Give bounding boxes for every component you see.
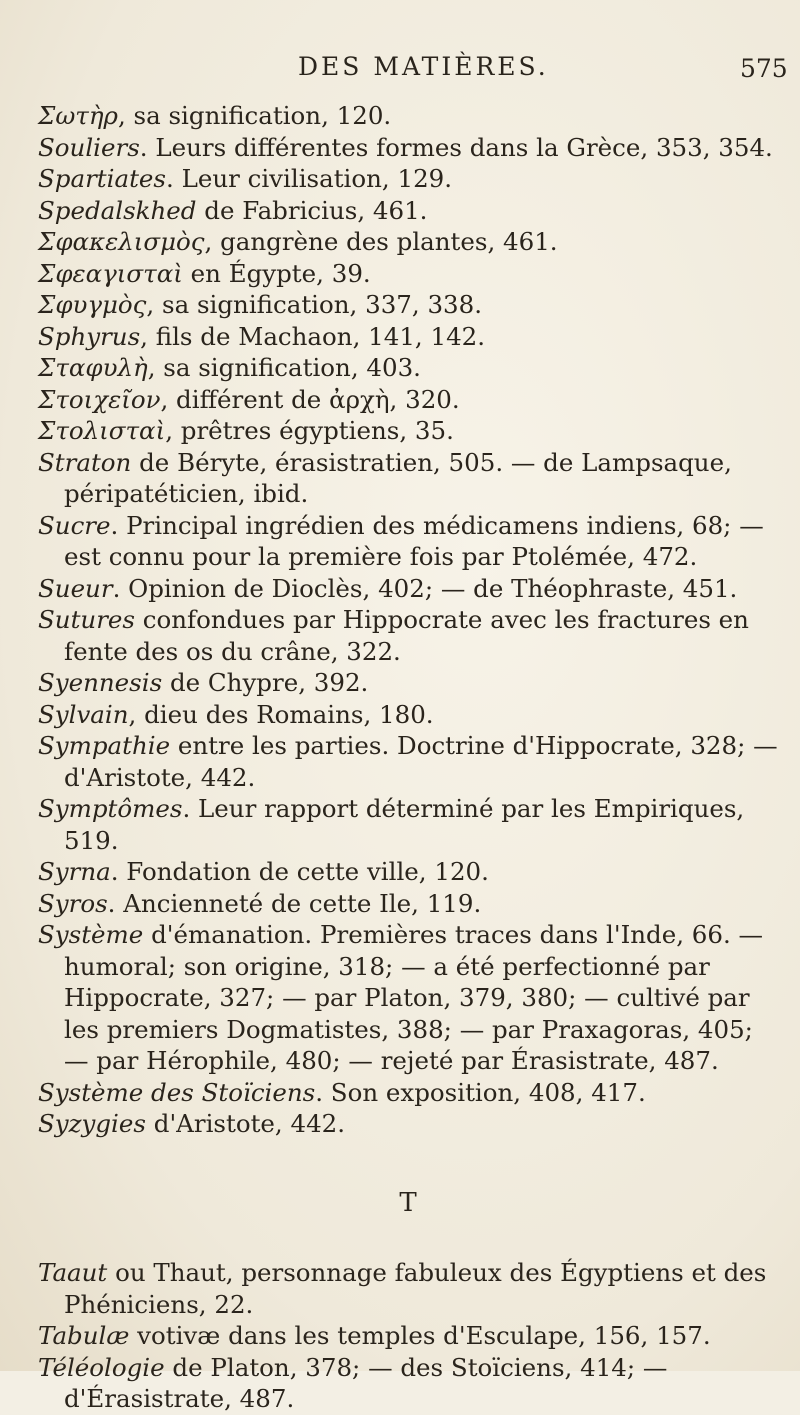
running-head	[0, 52, 800, 92]
entry-text: , sa signification, 337, 338.	[146, 290, 483, 319]
entry-text: . Son exposition, 408, 417.	[315, 1077, 646, 1107]
entry-headword: Σφυγμὸς	[38, 290, 147, 319]
index-entry	[38, 510, 778, 573]
entry-headword: Σωτὴρ	[38, 101, 118, 130]
index-entry	[38, 226, 778, 258]
entry-headword: Souliers	[38, 132, 140, 162]
index-entry	[38, 289, 778, 321]
entry-text: de Fabricius, 461.	[196, 195, 428, 225]
entry-headword: Syrna	[38, 857, 111, 886]
entry-text: en Égypte, 39.	[182, 258, 371, 288]
entry-headword: Σταφυλὴ	[38, 353, 148, 382]
entry-headword: Straton	[38, 447, 132, 477]
entry-headword: Σφακελισμὸς	[38, 227, 205, 256]
index-entry	[38, 321, 778, 353]
index-entry	[38, 195, 778, 227]
index-entry	[38, 699, 778, 731]
index-entry	[38, 604, 778, 667]
entry-text: . Leurs différentes formes dans la Grèce, 353, 354.	[139, 132, 773, 162]
entry-headword: Taaut	[38, 1258, 108, 1287]
index-entry	[38, 856, 778, 888]
entry-headword: Στολισταὶ	[38, 416, 166, 445]
entry-headword: Syennesis	[38, 668, 163, 697]
entry-headword: Tabulæ	[38, 1321, 130, 1350]
entry-text: de Platon, 378; — des Stoïciens, 414; — d'Érasistrate, 487.	[64, 1352, 668, 1413]
index-entry	[38, 132, 778, 164]
entry-headword: Syzygies	[38, 1109, 146, 1138]
index-entries	[38, 100, 778, 1415]
entry-text: votivæ dans les temples d'Esculape, 156, 157.	[129, 1321, 711, 1350]
entry-text: , différent de ἀρχὴ, 320.	[160, 384, 460, 414]
entry-text: . Principal ingrédien des médicamens indiens, 68; — est connu pour la première fois par Ptolémée, 472.	[64, 510, 764, 571]
index-entry	[38, 573, 778, 605]
entry-headword: Système	[38, 920, 144, 949]
index-entry	[38, 384, 778, 416]
section-letter: T	[399, 1187, 417, 1218]
index-entry	[38, 730, 778, 793]
entry-text: . Ancienneté de cette Ile, 119.	[107, 888, 482, 918]
index-entry	[38, 415, 778, 447]
entry-headword: Symptômes	[38, 794, 183, 823]
entry-headword: Sutures	[38, 605, 135, 634]
index-entry	[38, 447, 778, 510]
entry-text: entre les parties. Doctrine d'Hippocrate, 328; — d'Aristote, 442.	[64, 731, 778, 792]
index-entry	[38, 667, 778, 699]
index-entry	[38, 163, 778, 195]
index-entry	[38, 100, 778, 132]
entries-letter-t	[38, 1257, 778, 1415]
index-entry	[38, 1077, 778, 1109]
entry-headword: Στοιχεῖον	[38, 384, 161, 414]
entries-letter-s	[38, 100, 778, 1140]
entry-headword: Spedalskhed	[38, 195, 197, 225]
entry-text: d'Aristote, 442.	[145, 1109, 346, 1138]
entry-headword: Σφεαγισταὶ	[38, 258, 183, 288]
index-entry	[38, 352, 778, 384]
entry-headword: Téléologie	[38, 1352, 165, 1382]
entry-text: . Fondation de cette ville, 120.	[110, 857, 489, 886]
entry-text: , sa signification, 120.	[117, 101, 392, 130]
index-entry	[38, 1352, 778, 1415]
index-entry	[38, 1257, 778, 1320]
entry-headword: Sympathie	[38, 731, 171, 760]
entry-headword: Spartiates	[38, 164, 166, 193]
index-entry	[38, 258, 778, 290]
entry-text: . Leur civilisation, 129.	[166, 164, 453, 193]
entry-text: de Béryte, érasistratien, 505. — de Lampsaque, péripatéticien, ibid.	[64, 447, 732, 508]
index-entry	[38, 919, 778, 1077]
entry-text: , sa signification, 403.	[147, 353, 421, 382]
entry-headword: Sylvain	[38, 699, 129, 729]
entry-text: , gangrène des plantes, 461.	[204, 227, 558, 256]
entry-headword: Sucre	[38, 510, 111, 540]
running-head-title: DES MATIÈRES.	[298, 52, 549, 81]
entry-text: de Chypre, 392.	[162, 668, 369, 697]
page-number: 575	[740, 54, 788, 83]
entry-text: confondues par Hippocrate avec les fractures en fente des os du crâne, 322.	[64, 605, 749, 666]
entry-headword: Sphyrus	[38, 321, 141, 351]
index-entry	[38, 888, 778, 920]
index-entry	[38, 1320, 778, 1352]
index-entry	[38, 1108, 778, 1140]
entry-headword: Système des Stoïciens	[38, 1077, 316, 1107]
entry-text: , prêtres égyptiens, 35.	[165, 416, 454, 445]
entry-text: , dieu des Romains, 180.	[128, 699, 434, 729]
entry-text: . Opinion de Dioclès, 402; — de Théophraste, 451.	[112, 573, 738, 603]
entry-headword: Sueur	[38, 573, 113, 603]
index-entry	[38, 793, 778, 856]
entry-text: . Leur rapport déterminé par les Empiriques, 519.	[64, 794, 745, 855]
entry-text: ou Thaut, personnage fabuleux des Égyptiens et des Phéniciens, 22.	[64, 1258, 767, 1319]
entry-text: , fils de Machaon, 141, 142.	[140, 321, 486, 351]
entry-text: d'émanation. Premières traces dans l'Inde, 66. — humoral; son origine, 318; — a été perfectionné par Hippocrate, 327; — par Platon, 379, 380; — cultivé par les premiers Dogmatistes, 388; — par Praxagoras, 405; — par Hérophile, 480; — rejeté par Érasistrate, 487.	[64, 920, 764, 1075]
entry-headword: Syros	[38, 888, 108, 918]
